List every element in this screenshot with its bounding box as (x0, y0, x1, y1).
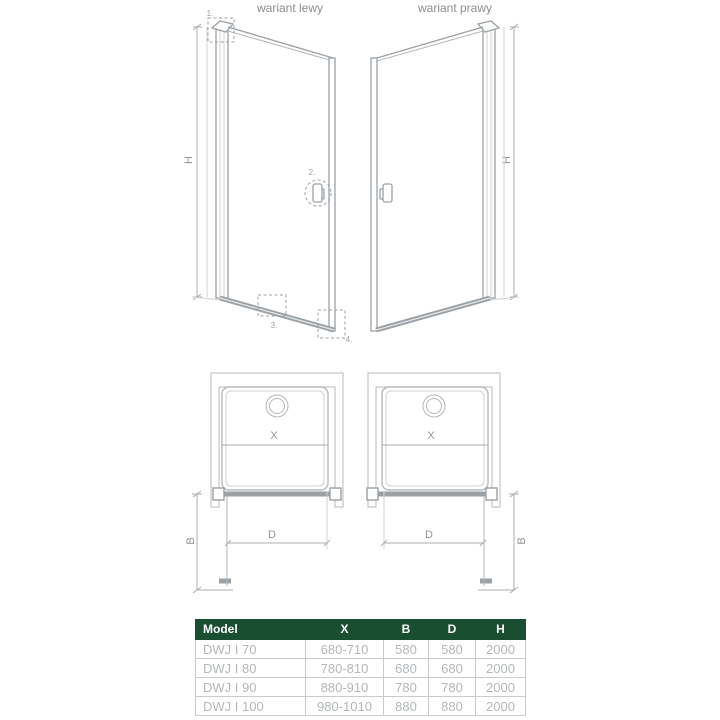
dimension-b-left (185, 491, 233, 593)
cell-d: 780 (429, 678, 476, 697)
cell-model: DWJ I 70 (196, 640, 306, 659)
door-handle-right (380, 184, 392, 202)
profile-top-cap (212, 21, 233, 32)
cell-b: 880 (384, 697, 429, 716)
left-plan-view (185, 373, 343, 593)
detail-3-label: 3. (270, 321, 278, 330)
profile-top-cap (478, 21, 499, 32)
table-row (196, 678, 526, 697)
right-variant-drawing (371, 21, 519, 331)
cell-d: 680 (429, 659, 476, 678)
dim-label-x: X (427, 430, 435, 442)
dim-label-h: H (183, 156, 195, 164)
header-h: H (476, 620, 526, 640)
cell-b: 580 (384, 640, 429, 659)
door-handle-left (313, 184, 324, 202)
cell-model: DWJ I 80 (196, 659, 306, 678)
variant-left-label: wariant lewy (256, 1, 324, 15)
door-front-edge (371, 58, 377, 331)
header-model: Model (196, 620, 306, 640)
hinge-profile (483, 25, 495, 298)
dim-label-d: D (425, 529, 433, 541)
dim-label-h: H (501, 156, 513, 164)
table-row (196, 659, 526, 678)
hinge-block (330, 488, 341, 500)
dim-label-x: X (270, 430, 278, 442)
dimension-d-right (381, 492, 486, 549)
dimension-h-left (183, 24, 202, 300)
cell-h: 2000 (476, 697, 526, 716)
cell-b: 780 (384, 678, 429, 697)
dimension-b-right (478, 491, 528, 593)
cell-h: 2000 (476, 640, 526, 659)
detail-1-label: 1. (206, 9, 214, 18)
door-front-edge (329, 58, 335, 331)
right-plan-view (367, 373, 528, 593)
variant-right-label: wariant prawy (417, 1, 493, 15)
cell-b: 680 (384, 659, 429, 678)
table-row (196, 697, 526, 716)
spec-table (195, 619, 526, 716)
dim-label-d: D (268, 529, 276, 541)
cell-model: DWJ I 90 (196, 678, 306, 697)
dimension-d-left (225, 492, 330, 549)
table-row (196, 640, 526, 659)
cell-x: 780-810 (306, 659, 384, 678)
cell-x: 980-1010 (306, 697, 384, 716)
cell-x: 880-910 (306, 678, 384, 697)
cell-d: 880 (429, 697, 476, 716)
table-header-row (196, 620, 526, 640)
door-top-edge (377, 27, 483, 58)
header-d: D (429, 620, 476, 640)
cell-h: 2000 (476, 659, 526, 678)
door-top-edge (228, 27, 333, 58)
header-x: X (306, 620, 384, 640)
dim-label-b: B (185, 537, 197, 545)
cell-model: DWJ I 100 (196, 697, 306, 716)
cell-d: 580 (429, 640, 476, 659)
detail-4-label: 4. (345, 335, 353, 344)
shower-tray (382, 387, 488, 490)
cell-h: 2000 (476, 678, 526, 697)
hinge-block (486, 488, 497, 500)
header-b: B (384, 620, 429, 640)
dim-label-b: B (516, 537, 528, 545)
cell-x: 680-710 (306, 640, 384, 659)
detail-2-label: 2. (308, 168, 316, 177)
left-variant-drawing (183, 9, 352, 344)
hinge-profile (216, 25, 228, 298)
hinge-block (213, 488, 224, 500)
hinge-block (367, 488, 378, 500)
